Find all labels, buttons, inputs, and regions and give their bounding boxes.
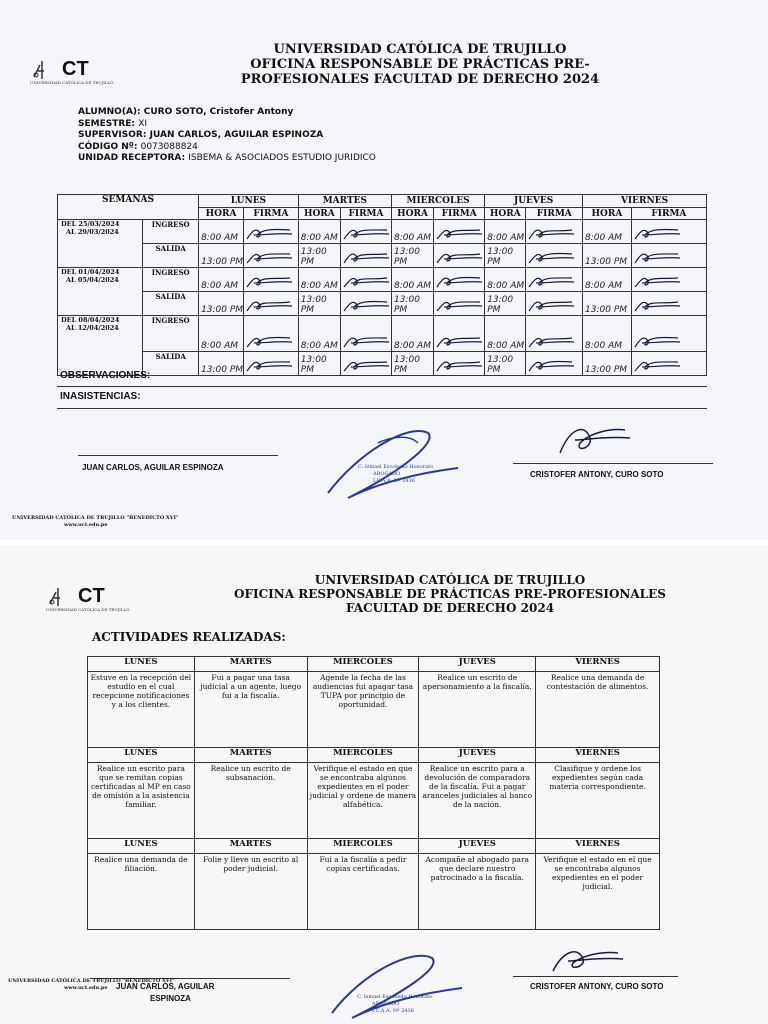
time-entry: 13:00 PM [298, 292, 340, 316]
signature-icon [341, 273, 391, 291]
lawyer-stamp-signature-icon [318, 413, 468, 513]
signature-cell [244, 316, 299, 352]
time-entry: 8:00 AM [485, 220, 526, 244]
student-signature-icon [555, 418, 635, 463]
activities-row [88, 854, 660, 930]
attendance-row [58, 292, 707, 316]
signature-icon [526, 297, 576, 315]
svg-text:ABOGADO: ABOGADO [372, 1001, 400, 1007]
header-hora: HORA [199, 208, 244, 220]
header-day: VIERNES [583, 195, 707, 208]
student-info: ALUMNO(A): CURO SOTO, Cristofer Antony SEMESTRE: XI SUPERVISOR: JUAN CARLOS, AGUILAR ESPINOZA CÓDIGO Nº: 0073088824 UNIDAD RECEPTORA: ISBEMA & ASOCIADOS ESTUDIO JURIDICO [78, 107, 376, 163]
day-header: LUNES [88, 748, 195, 763]
activity-cell: Estuve en la recepción del estudio en el cual recepcione notificaciones y a los clientes. [88, 672, 195, 748]
signature-cell [340, 268, 391, 292]
activities-table [87, 656, 660, 930]
day-header: MARTES [194, 839, 307, 854]
header-firma: FIRMA [526, 208, 583, 220]
signature-cell [244, 352, 299, 376]
signature-cell [631, 352, 706, 376]
header-day: MIERCOLES [391, 195, 484, 208]
activity-cell: Realice un escrito de apersonamiento a la fiscalía. [419, 672, 536, 748]
signature-icon [632, 273, 682, 291]
signature-icon [341, 357, 391, 375]
signature-icon [244, 357, 294, 375]
signature-cell [434, 220, 485, 244]
time-entry: 8:00 AM [298, 220, 340, 244]
header-firma: FIRMA [434, 208, 485, 220]
ingreso-label: INGRESO [143, 268, 199, 292]
signature-icon [526, 225, 576, 243]
time-entry: 8:00 AM [199, 220, 244, 244]
signature-icon [434, 249, 484, 267]
footer-website: www.uct.edu.pe [64, 985, 108, 991]
day-header: MARTES [194, 748, 307, 763]
signature-icon [244, 273, 294, 291]
university-logo [46, 585, 130, 612]
signature-icon [341, 297, 391, 315]
day-header: VIERNES [536, 839, 660, 854]
header-semanas: SEMANAS [58, 195, 199, 220]
attendance-table [57, 194, 707, 376]
time-entry: 13:00 PM [199, 244, 244, 268]
day-header: JUEVES [419, 657, 536, 672]
time-entry: 8:00 AM [485, 316, 526, 352]
header-hora: HORA [391, 208, 433, 220]
activity-cell: Realice un escrito para que se remitan copias certificadas al MP en caso de omisión a la asistencia familiar. [88, 763, 195, 839]
time-entry: 8:00 AM [199, 268, 244, 292]
footer-university: UNIVERSIDAD CATÓLICA DE TRUJILLO "BENEDICTO XVI" [12, 515, 179, 521]
signature-cell [526, 316, 583, 352]
day-header: LUNES [88, 657, 195, 672]
header-hora: HORA [298, 208, 340, 220]
time-entry: 13:00 PM [298, 352, 340, 376]
header-hora: HORA [485, 208, 526, 220]
section-title: ACTIVIDADES REALIZADAS: [92, 630, 286, 644]
day-header: VIERNES [536, 748, 660, 763]
attendance-row [58, 352, 707, 376]
time-entry: 13:00 PM [485, 244, 526, 268]
signature-icon [632, 249, 682, 267]
logo-text: CT [78, 585, 105, 607]
cross-logo-icon [30, 59, 52, 81]
header-day: JUEVES [485, 195, 583, 208]
signature-cell [434, 244, 485, 268]
time-entry: 13:00 PM [199, 352, 244, 376]
activity-cell: Clasifique y ordene los expedientes según cada materia correspondiente. [536, 763, 660, 839]
attendance-row [58, 316, 707, 352]
ingreso-label: INGRESO [143, 220, 199, 244]
supervisor-name: JUAN CARLOS, AGUILAR [116, 982, 215, 991]
university-logo [30, 58, 114, 85]
salida-label: SALIDA [143, 244, 199, 268]
day-header: MIERCOLES [307, 839, 419, 854]
lawyer-stamp-signature-icon [322, 943, 472, 1023]
day-header: VIERNES [536, 657, 660, 672]
page-activities [0, 545, 768, 1024]
signature-cell [244, 292, 299, 316]
time-entry: 13:00 PM [391, 292, 433, 316]
student-name: CRISTOFER ANTONY, CURO SOTO [530, 470, 664, 479]
logo-subtitle: UNIVERSIDAD CATÓLICA DE TRUJILLO [46, 607, 130, 612]
time-entry: 13:00 PM [583, 352, 632, 376]
signature-cell [526, 220, 583, 244]
time-entry: 8:00 AM [583, 316, 632, 352]
activity-cell: Verifique el estado en que se encontraba algunos expedientes en el poder judicial y ordene de manera alfabética. [307, 763, 419, 839]
signature-icon [632, 225, 682, 243]
activities-header-row [88, 748, 660, 763]
footer-website: www.uct.edu.pe [64, 522, 108, 528]
footer-university: UNIVERSIDAD CATÓLICA DE TRUJILLO "BENEDICTO XVI" [8, 978, 175, 984]
signature-cell [631, 220, 706, 244]
activity-cell: Realice un escrito para a devolución de comparadora de la fiscalía. Fui a pagar aranceles judiciales al banco de la nación. [419, 763, 536, 839]
signature-cell [631, 268, 706, 292]
signature-cell [434, 316, 485, 352]
signature-icon [244, 225, 294, 243]
signature-icon [632, 357, 682, 375]
signature-icon [434, 357, 484, 375]
day-header: MIERCOLES [307, 657, 419, 672]
activities-header-row [88, 657, 660, 672]
cross-logo-icon [46, 586, 68, 608]
signature-icon [632, 297, 682, 315]
time-entry: 8:00 AM [391, 316, 433, 352]
signature-cell [244, 268, 299, 292]
time-entry: 8:00 AM [391, 220, 433, 244]
salida-label: SALIDA [143, 292, 199, 316]
activities-row [88, 763, 660, 839]
signature-cell [434, 352, 485, 376]
time-entry: 8:00 AM [391, 268, 433, 292]
signature-icon [244, 333, 294, 351]
signature-icon [434, 297, 484, 315]
signature-icon [244, 297, 294, 315]
signature-icon [244, 249, 294, 267]
time-entry: 13:00 PM [485, 292, 526, 316]
header-firma: FIRMA [340, 208, 391, 220]
signature-cell [631, 316, 706, 352]
salida-label: SALIDA [143, 352, 199, 376]
time-entry: 8:00 AM [583, 268, 632, 292]
activity-cell: Agende la fecha de las audiencias fui apagar tasa TUPA por principio de oportunidad. [307, 672, 419, 748]
day-header: MIERCOLES [307, 748, 419, 763]
header-hora: HORA [583, 208, 632, 220]
header-day: LUNES [199, 195, 299, 208]
svg-text:C. Ismael Escobedo Honorato: C. Ismael Escobedo Honorato [357, 994, 433, 1000]
signature-cell [340, 220, 391, 244]
logo-text: CT [62, 58, 89, 80]
activities-row [88, 672, 660, 748]
signature-cell [631, 292, 706, 316]
signature-cell [526, 244, 583, 268]
signature-cell [244, 244, 299, 268]
logo-subtitle: UNIVERSIDAD CATÓLICA DE TRUJILLO [30, 80, 114, 85]
page-title: UNIVERSIDAD CATÓLICA DE TRUJILLO OFICINA RESPONSABLE DE PRÁCTICAS PRE-PROFESIONALES FACULTAD DE DERECHO 2024 [234, 573, 666, 615]
signature-cell [340, 352, 391, 376]
week-label: DEL 01/04/2024 AL 05/04/2024 [58, 268, 143, 316]
day-header: LUNES [88, 839, 195, 854]
inasistencias-label: INASISTENCIAS: [60, 391, 141, 402]
supervisor-name: JUAN CARLOS, AGUILAR ESPINOZA [82, 463, 224, 472]
signature-cell [526, 352, 583, 376]
student-signature-icon [548, 943, 628, 978]
signature-cell [340, 292, 391, 316]
time-entry: 13:00 PM [583, 244, 632, 268]
time-entry: 13:00 PM [583, 292, 632, 316]
svg-text:I.C.A.A. Nº 2436: I.C.A.A. Nº 2436 [373, 478, 415, 484]
activities-header-row [88, 839, 660, 854]
signature-icon [341, 225, 391, 243]
time-entry: 8:00 AM [199, 316, 244, 352]
week-label: DEL 08/04/2024 AL 12/04/2024 [58, 316, 143, 376]
activity-cell: Realice una demanda de contestación de alimentos. [536, 672, 660, 748]
time-entry: 8:00 AM [298, 268, 340, 292]
header-firma: FIRMA [631, 208, 706, 220]
time-entry: 8:00 AM [583, 220, 632, 244]
time-entry: 13:00 PM [199, 292, 244, 316]
activity-cell: Realice una demanda de filiación. [88, 854, 195, 930]
signature-cell [526, 268, 583, 292]
day-header: JUEVES [419, 839, 536, 854]
observaciones-label: OBSERVACIONES: [60, 370, 151, 381]
svg-text:I.C.A.A. Nº 2436: I.C.A.A. Nº 2436 [372, 1008, 414, 1014]
day-header: JUEVES [419, 748, 536, 763]
attendance-row [58, 244, 707, 268]
time-entry: 13:00 PM [391, 352, 433, 376]
signature-icon [341, 333, 391, 351]
signature-icon [526, 273, 576, 291]
signature-cell [340, 244, 391, 268]
time-entry: 13:00 PM [391, 244, 433, 268]
signature-icon [434, 273, 484, 291]
attendance-row [58, 268, 707, 292]
activity-cell: Folie y lleve un escrito al poder judicial. [194, 854, 307, 930]
attendance-row [58, 220, 707, 244]
svg-text:ABOGADO: ABOGADO [373, 471, 401, 477]
activity-cell: Acompañe al abogado para que declare nuestro patrocinado a la fiscalía. [419, 854, 536, 930]
header-firma: FIRMA [244, 208, 299, 220]
signature-cell [434, 268, 485, 292]
activity-cell: Verifique el estado en el que se encontraba algunos expedientes en el poder judicial. [536, 854, 660, 930]
supervisor-name-2: ESPINOZA [150, 994, 191, 1003]
time-entry: 8:00 AM [485, 268, 526, 292]
activity-cell: Fui a la fiscalía a pedir copias certificadas. [307, 854, 419, 930]
signature-cell [631, 244, 706, 268]
signature-icon [632, 333, 682, 351]
signature-cell [434, 292, 485, 316]
signature-cell [244, 220, 299, 244]
header-day: MARTES [298, 195, 391, 208]
time-entry: 13:00 PM [298, 244, 340, 268]
week-label: DEL 25/03/2024 AL 29/03/2024 [58, 220, 143, 268]
signature-cell [526, 292, 583, 316]
signature-icon [526, 333, 576, 351]
signature-icon [526, 249, 576, 267]
signature-cell [340, 316, 391, 352]
signature-icon [434, 333, 484, 351]
page-title: UNIVERSIDAD CATÓLICA DE TRUJILLO OFICINA RESPONSABLE DE PRÁCTICAS PRE- PROFESIONALES FACULTAD DE DERECHO 2024 [240, 42, 600, 87]
time-entry: 13:00 PM [485, 352, 526, 376]
student-name: CRISTOFER ANTONY, CURO SOTO [530, 982, 664, 991]
signature-icon [434, 225, 484, 243]
day-header: MARTES [194, 657, 307, 672]
svg-text:C. Ismael Escobedo Honorato: C. Ismael Escobedo Honorato [358, 464, 434, 470]
ingreso-label: INGRESO [143, 316, 199, 352]
time-entry: 8:00 AM [298, 316, 340, 352]
activity-cell: Realice un escrito de subsanación. [194, 763, 307, 839]
activity-cell: Fui a pagar una tasa judicial a un agente, luego fui a la fiscalía. [194, 672, 307, 748]
signature-icon [526, 357, 576, 375]
signature-icon [341, 249, 391, 267]
